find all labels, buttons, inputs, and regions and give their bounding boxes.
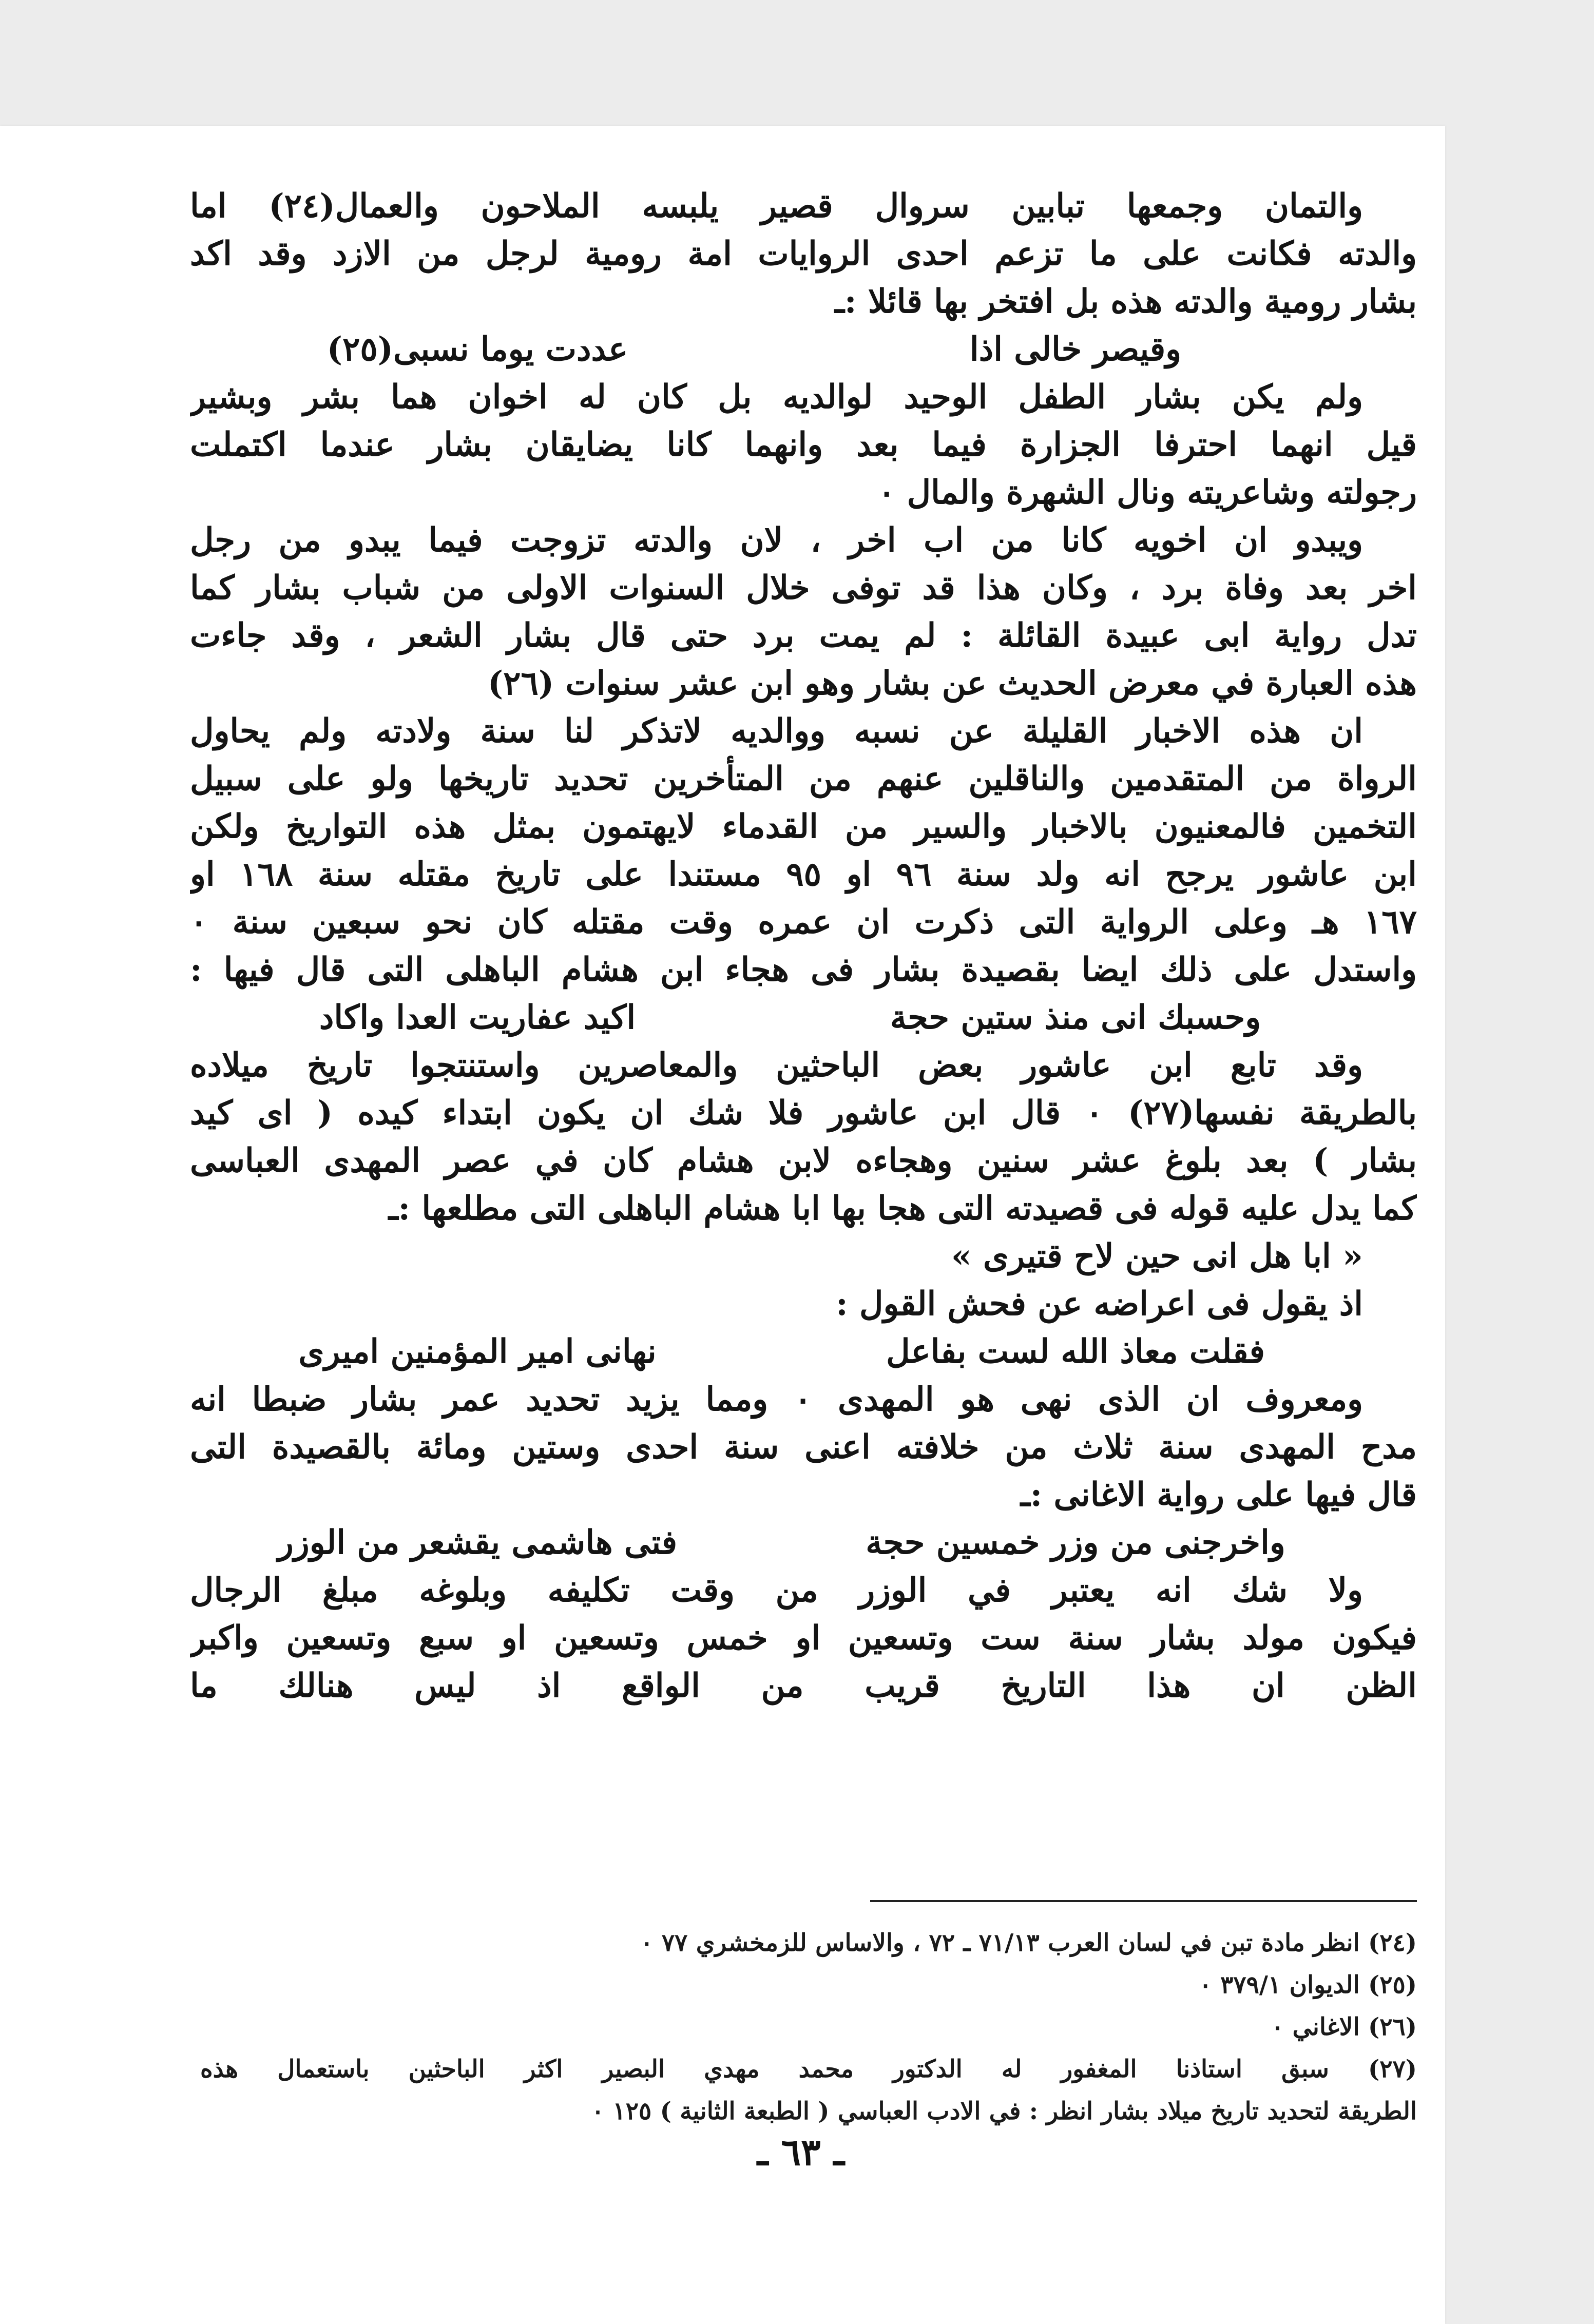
text-line: اذ يقول فى اعراضه عن فحش القول : [836,1285,1363,1323]
text-line: قال فيها على رواية الاغانى :ـ [1020,1476,1417,1514]
text-line: « ابا هل انى حين لاح قتيرى » [951,1237,1363,1275]
page-number: ـ ٦٣ ـ [757,2130,844,2174]
footnote: (٢٧) سبق استاذنا المغفور له الدكتور محمد مهدي البصير اكثر الباحثين باستعمال هذه [200,2055,1417,2083]
text-line: ولم يكن بشار الطفل الوحيد لوالديه بل كان له اخوان هما بشر وبشير [190,378,1363,416]
verse-first-hemistich: فقلت معاذ الله لست بفاعل [886,1332,1265,1371]
text-line: الرواة من المتقدمين والناقلين عنهم من المتأخرين تحديد تاريخها ولو على سبيل [190,760,1417,798]
text-line: والدته فكانت على ما تزعم احدى الروايات امة رومية لرجل من الازد وقد اكد [190,235,1417,273]
text-line: اخر بعد وفاة برد ، وكان هذا قد توفى خلال السنوات الاولى من شباب بشار كما [190,569,1417,607]
text-line: مدح المهدى سنة ثلاث من خلافته اعنى سنة احدى وستين ومائة بالقصيدة التى [190,1428,1417,1466]
text-line: ويبدو ان اخويه كانا من اب اخر ، لان والدته تزوجت فيما يبدو من رجل [190,521,1363,559]
text-line: التخمين فالمعنيون بالاخبار والسير من القدماء لايهتمون بمثل هذه التواريخ ولكن [190,807,1417,846]
text-line: ومعروف ان الذى نهى هو المهدى ٠ ومما يزيد تحديد عمر بشار ضبطا انه [190,1380,1363,1419]
verse-second-hemistich: عددت يوما نسبى(٢٥) [327,330,628,369]
footnote-divider [870,1900,1417,1902]
text-line: ابن عاشور يرجح انه ولد سنة ٩٦ او ٩٥ مستندا على تاريخ مقتله سنة ١٦٨ او [190,855,1417,894]
text-line: رجولته وشاعريته ونال الشهرة والمال ٠ [877,473,1417,512]
text-line: تدل رواية ابى عبيدة القائلة : لم يمت برد حتى قال بشار الشعر ، وقد جاءت [190,616,1417,655]
verse-line [190,1328,1417,1376]
text-line: بالطريقة نفسها(٢٧) ٠ قال ابن عاشور فلا شك ان يكون ابتداء كيده ( اى كيد [190,1094,1417,1132]
verse-second-hemistich: اكيد عفاريت العدا واكاد [319,998,636,1037]
verse-first-hemistich: وحسبك انى منذ ستين حجة [890,998,1261,1037]
main-text [190,182,1417,1710]
text-line: ولا شك انه يعتبر في الوزر من وقت تكليفه وبلوغه مبلغ الرجال [190,1571,1363,1610]
text-line: واستدل على ذلك ايضا بقصيدة بشار فى هجاء ابن هشام الباهلى التى قال فيها : [190,951,1417,989]
text-line: والتمان وجمعها تبابين سروال قصير يلبسه الملاحون والعمال(٢٤) اما [190,187,1363,225]
text-line: فيكون مولد بشار سنة ست وتسعين او خمس وتسعين او سبع وتسعين واكبر [190,1619,1417,1657]
footnotes [200,1922,1417,2133]
text-line: بشار رومية والدته هذه بل افتخر بها قائلا :ـ [835,282,1417,321]
footnote: (٢٥) الديوان ٣٧٩/١ ٠ [1199,1971,1417,1999]
footnote: الطريقة لتحديد تاريخ ميلاد بشار انظر : في الادب العباسي ( الطبعة الثانية ) ١٢٥ ٠ [591,2097,1417,2125]
verse-first-hemistich: وقيصر خالى اذا [969,330,1182,369]
verse-first-hemistich: واخرجنى من وزر خمسين حجة [866,1523,1285,1562]
text-line: قيل انهما احترفا الجزارة فيما بعد وانهما كانا يضايقان بشار عندما اكتملت [190,425,1417,464]
verse-second-hemistich: فتى هاشمى يقشعر من الوزر [277,1523,678,1562]
text-line: الظن ان هذا التاريخ قريب من الواقع اذ ليس هنالك ما [190,1667,1417,1705]
text-line: ١٦٧ هـ وعلى الرواية التى ذكرت ان عمره وقت مقتله كان نحو سبعين سنة ٠ [190,903,1417,941]
text-line: هذه العبارة في معرض الحديث عن بشار وهو ابن عشر سنوات (٢٦) [487,664,1417,703]
verse-second-hemistich: نهانى امير المؤمنين اميرى [298,1332,657,1371]
verse-line [190,994,1417,1041]
text-line: وقد تابع ابن عاشور بعض الباحثين والمعاصرين واستنتجوا تاريخ ميلاده [190,1046,1363,1084]
text-line: بشار ) بعد بلوغ عشر سنين وهجاءه لابن هشام كان في عصر المهدى العباسى [190,1141,1417,1180]
text-line: ان هذه الاخبار القليلة عن نسبه ووالديه لاتذكر لنا سنة ولادته ولم يحاول [190,712,1363,750]
text-line: كما يدل عليه قوله فى قصيدته التى هجا بها ابا هشام الباهلى التى مطلعها :ـ [388,1189,1417,1228]
verse-line [190,325,1417,373]
footnote: (٢٦) الاغاني ٠ [1271,2013,1417,2041]
verse-line [190,1519,1417,1566]
footnote: (٢٤) انظر مادة تبن في لسان العرب ٧١/١٣ ـ ٧٢ ، والاساس للزمخشري ٧٧ ٠ [640,1929,1417,1957]
